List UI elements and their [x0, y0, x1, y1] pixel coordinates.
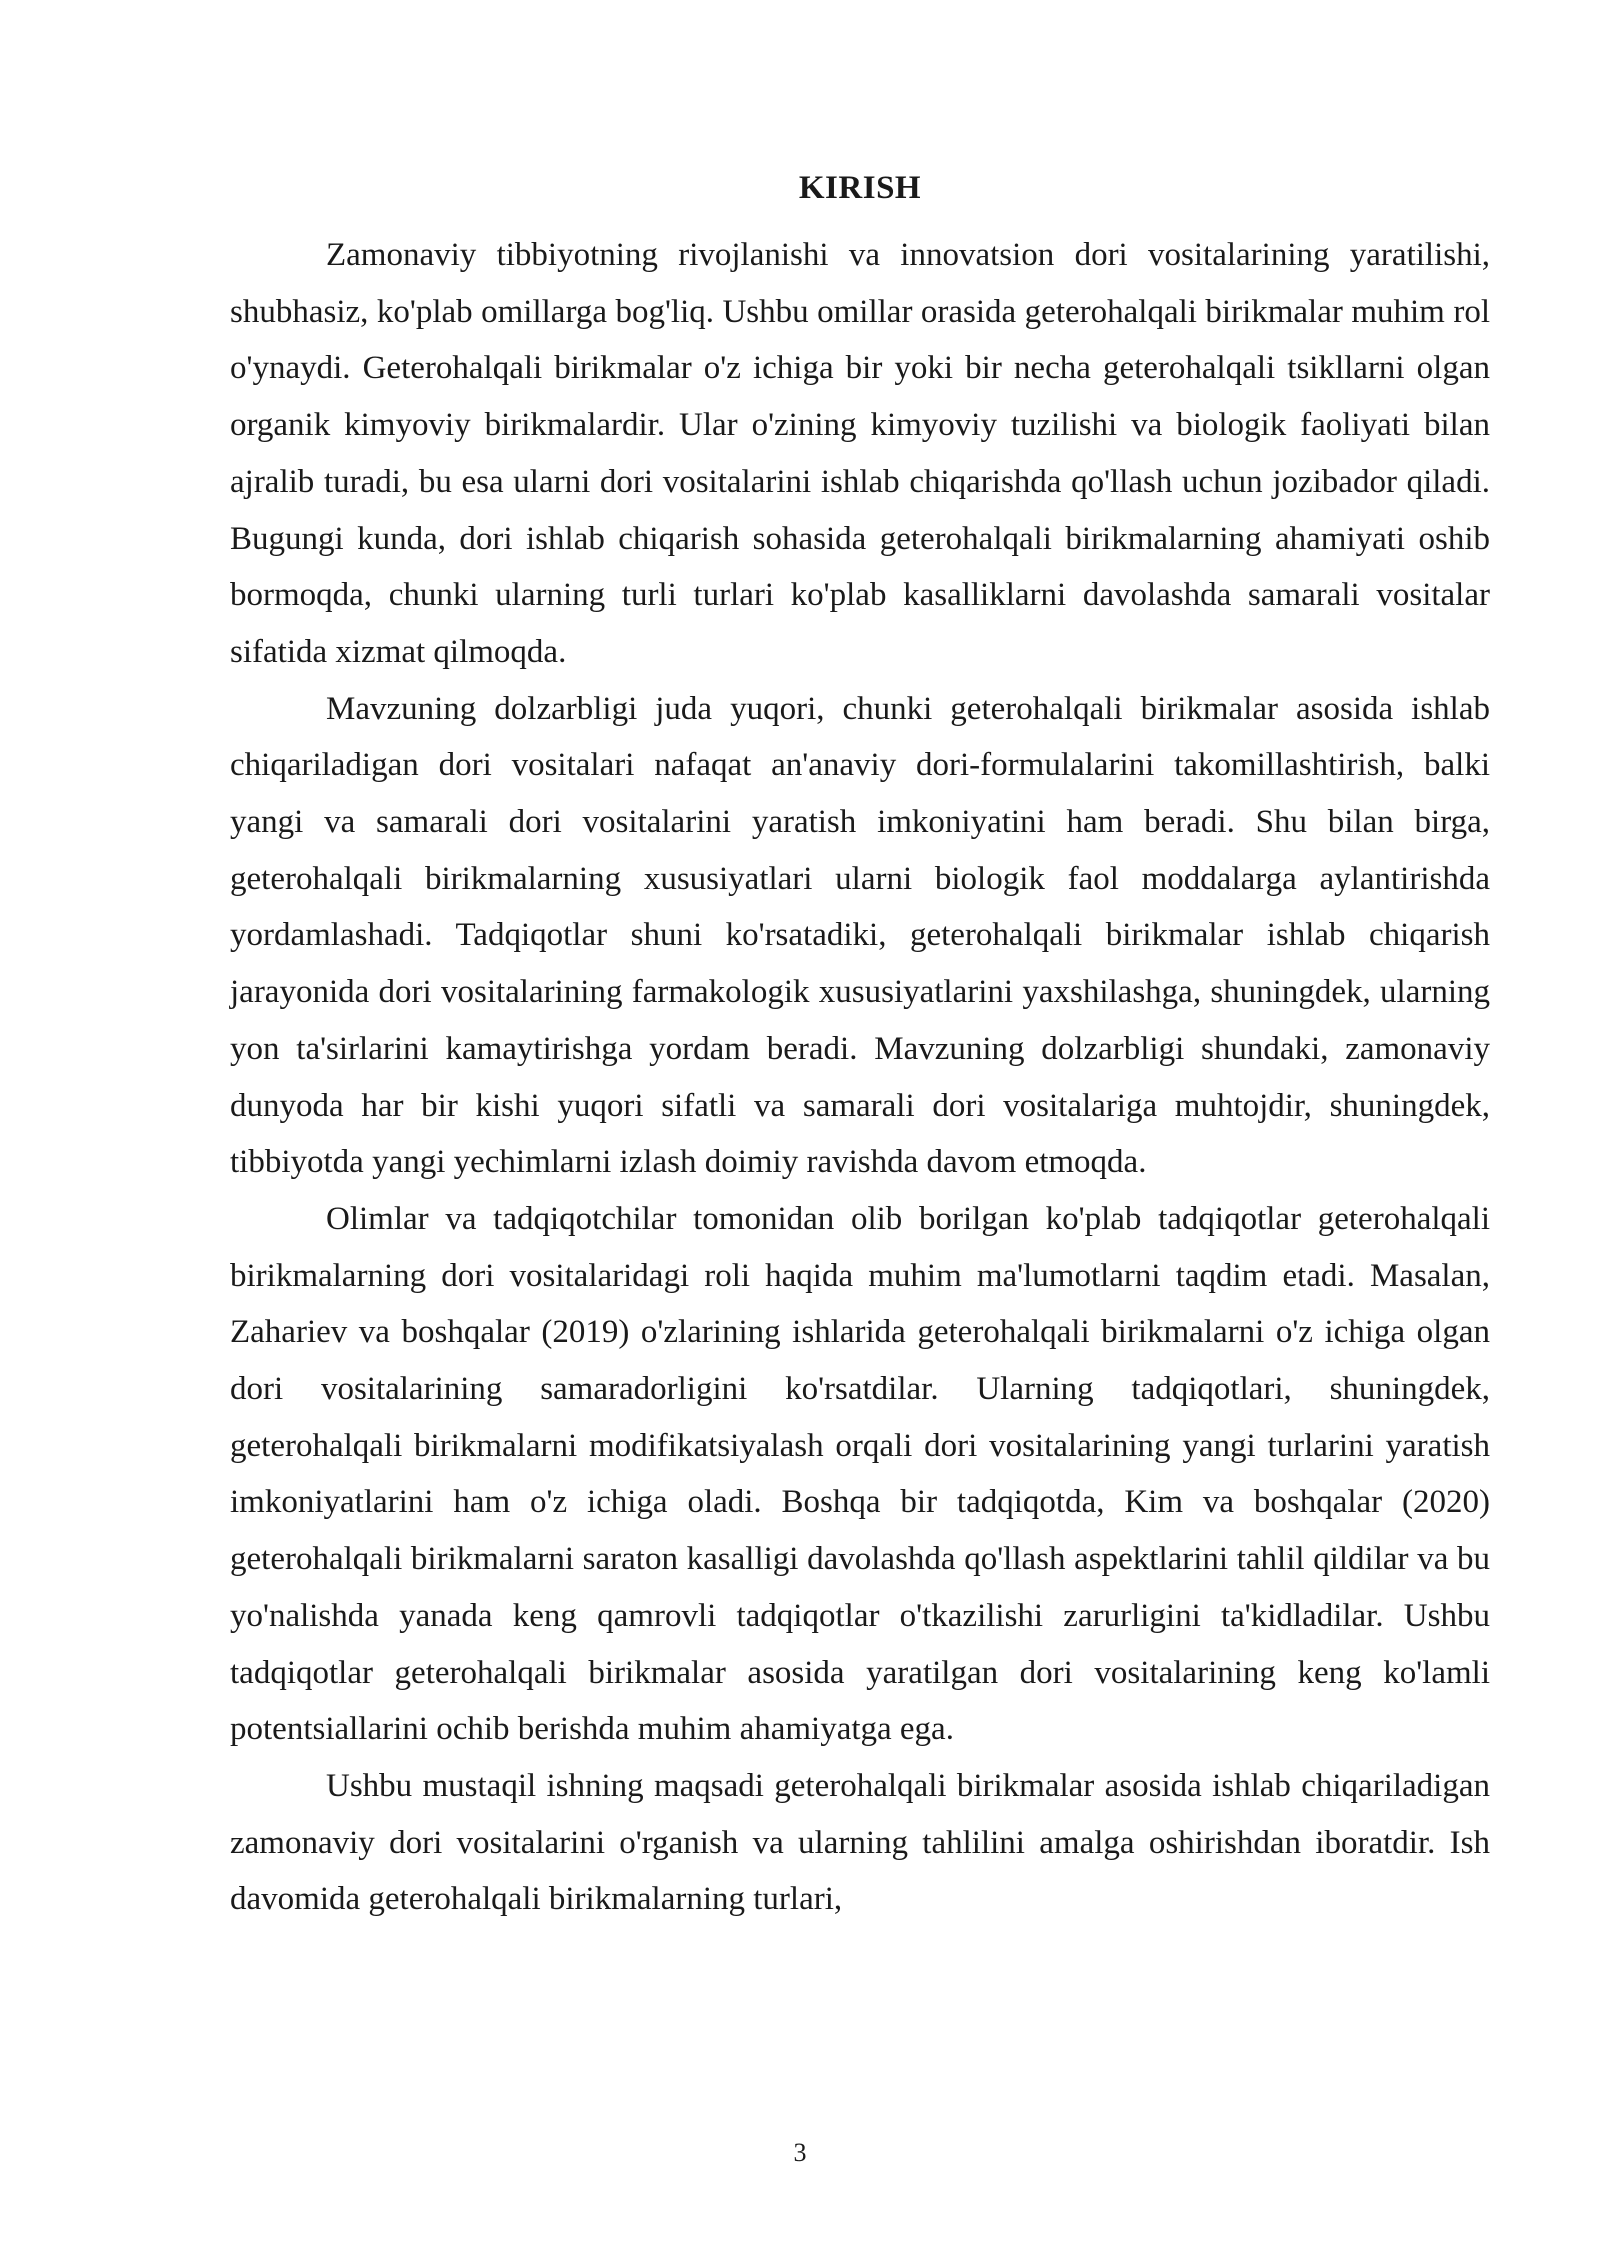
page-content [230, 160, 1490, 1928]
paragraph-research-review: Olimlar va tadqiqotchilar tomonidan olib borilgan ko'plab tadqiqotlar geterohalqali birikmalarning dori vositalaridagi roli haqida muhim ma'lumotlarni taqdim etadi. Masalan, Zahariev va boshqalar (2019) o'zlarining ishlarida geterohalqali birikmalarni o'z ichiga olgan dori vositalarining samaradorligini ko'rsatdilar. Ularning tadqiqotlari, shuningdek, geterohalqali birikmalarni modifikatsiyalash orqali dori vositalarining yangi turlarini yaratish imkoniyatlarini ham o'z ichiga oladi. Boshqa bir tadqiqotda, Kim va boshqalar (2020) geterohalqali birikmalarni saraton kasalligi davolashda qo'llash aspektlarini tahlil qildilar va bu yo'nalishda yanada keng qamrovli tadqiqotlar o'tkazilishi zarurligini ta'kidladilar. Ushbu tadqiqotlar geterohalqali birikmalar asosida yaratilgan dori vositalarining keng ko'lamli potentsiallarini ochib berishda muhim ahamiyatga ega. [230, 1200, 1490, 1748]
paragraph-relevance: Mavzuning dolzarbligi juda yuqori, chunki geterohalqali birikmalar asosida ishlab chiqariladigan dori vositalari nafaqat an'anaviy dori-formulalarini takomillashtirish, balki yangi va samarali dori vositalarini yaratish imkoniyatini ham beradi. Shu bilan birga, geterohalqali birikmalarning xususiyatlari ularni biologik faol moddalarga aylantirishda yordamlashadi. Tadqiqotlar shuni ko'rsatadiki, geterohalqali birikmalar ishlab chiqarish jarayonida dori vositalarining farmakologik xususiyatlarini yaxshilashga, shuningdek, ularning yon ta'sirlarini kamaytirishga yordam beradi. Mavzuning dolzarbligi shundaki, zamonaviy dunyoda har bir kishi yuqori sifatli va samarali dori vositalariga muhtojdir, shuningdek, tibbiyotda yangi yechimlarni izlash doimiy ravishda davom etmoqda. [230, 690, 1490, 1181]
paragraph-aim: Ushbu mustaqil ishning maqsadi geterohalqali birikmalar asosida ishlab chiqariladigan zamonaviy dori vositalarini o'rganish va ularning tahlilini amalga oshirishdan iboratdir. Ish davomida geterohalqali birikmalarning turlari, [230, 1767, 1490, 1918]
paragraph-intro: Zamonaviy tibbiyotning rivojlanishi va innovatsion dori vositalarining yaratilishi, shubhasiz, ko'plab omillarga bog'liq. Ushbu omillar orasida geterohalqali birikmalar muhim rol o'ynaydi. Geterohalqali birikmalar o'z ichiga bir yoki bir necha geterohalqali tsikllarni olgan organik kimyoviy birikmalardir. Ular o'zining kimyoviy tuzilishi va biologik faoliyati bilan ajralib turadi, bu esa ularni dori vositalarini ishlab chiqarishda qo'llash uchun jozibador qiladi. Bugungi kunda, dori ishlab chiqarish sohasida geterohalqali birikmalarning ahamiyati oshib bormoqda, chunki ularning turli turlari ko'plab kasalliklarni davolashda samarali vositalar sifatida xizmat qilmoqda. [230, 237, 1490, 670]
page-title: KIRISH [798, 170, 922, 206]
page-number: 3 [793, 2138, 807, 2167]
